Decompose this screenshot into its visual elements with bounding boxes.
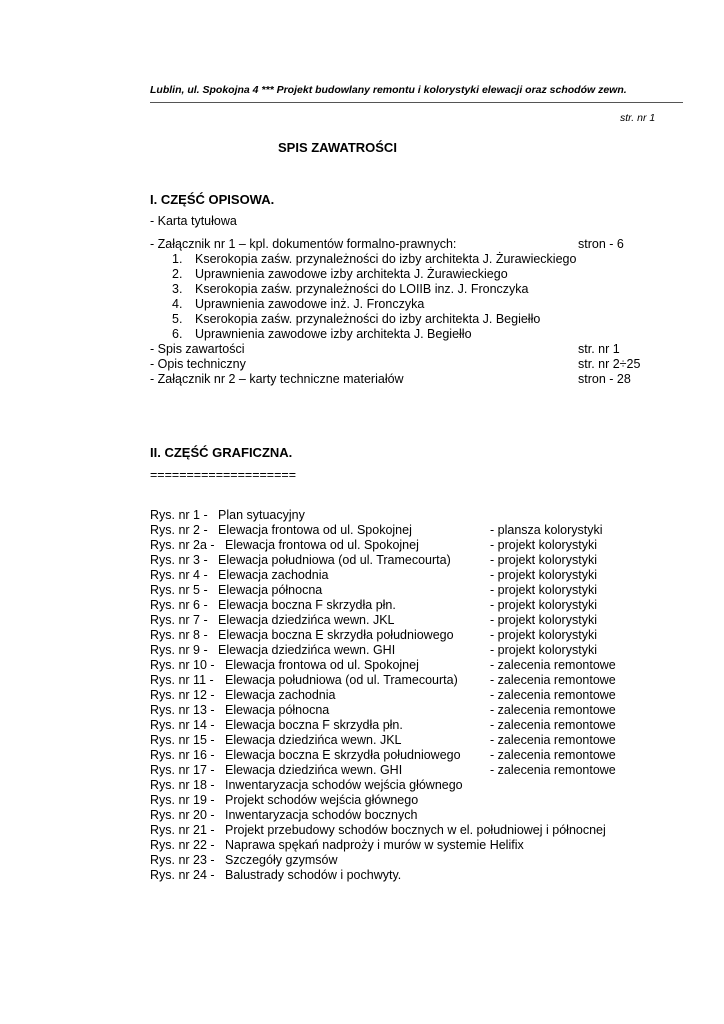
- drawing-row: [150, 688, 690, 703]
- subitem-number: 5.: [172, 312, 183, 326]
- drawing-title: Balustrady schodów i pochwyty.: [225, 868, 402, 882]
- drawing-type: - zalecenia remontowe: [490, 673, 616, 687]
- drawing-number: Rys. nr 14 -: [150, 718, 215, 732]
- item-label: - Spis zawartości: [150, 342, 245, 356]
- drawing-number: Rys. nr 22 -: [150, 838, 215, 852]
- section-1-item: [150, 342, 690, 357]
- drawing-type: - projekt kolorystyki: [490, 553, 597, 567]
- drawing-title: Szczegóły gzymsów: [225, 853, 338, 867]
- drawing-type: - plansza kolorystyki: [490, 523, 603, 537]
- drawing-type: - zalecenia remontowe: [490, 703, 616, 717]
- drawing-row: [150, 823, 690, 838]
- drawing-title: Elewacja dziedzińca wewn. JKL: [218, 613, 395, 627]
- drawing-number: Rys. nr 4 -: [150, 568, 208, 582]
- drawing-row: [150, 838, 690, 853]
- item-pages: stron - 28: [578, 372, 631, 386]
- section-1-item: [150, 357, 690, 372]
- drawing-row: [150, 808, 690, 823]
- zalacznik-1-subitem: [172, 267, 690, 282]
- zalacznik-1-row: [150, 237, 650, 252]
- drawing-title: Elewacja południowa (od ul. Tramecourta): [218, 553, 451, 567]
- drawing-number: Rys. nr 1 -: [150, 508, 208, 522]
- drawing-type: - zalecenia remontowe: [490, 718, 616, 732]
- zalacznik-1-subitem: [172, 312, 690, 327]
- drawing-row: [150, 853, 690, 868]
- subitem-number: 1.: [172, 252, 183, 266]
- drawing-number: Rys. nr 17 -: [150, 763, 215, 777]
- drawing-title: Elewacja północna: [218, 583, 323, 597]
- drawing-row: [150, 733, 690, 748]
- drawing-title: Elewacja boczna F skrzydła płn.: [218, 598, 396, 612]
- drawing-type: - projekt kolorystyki: [490, 613, 597, 627]
- drawing-row: [150, 523, 690, 538]
- drawing-row: [150, 613, 690, 628]
- karta-tytulowa: - Karta tytułowa: [150, 214, 237, 228]
- drawing-title: Inwentaryzacja schodów bocznych: [225, 808, 418, 822]
- drawing-type: - zalecenia remontowe: [490, 733, 616, 747]
- subitem-number: 2.: [172, 267, 183, 281]
- drawing-row: [150, 718, 690, 733]
- header-rule: [150, 102, 683, 103]
- subitem-number: 6.: [172, 327, 183, 341]
- drawing-row: [150, 598, 690, 613]
- zalacznik-1-pages: stron - 6: [578, 237, 624, 251]
- drawing-row: [150, 763, 690, 778]
- drawing-number: Rys. nr 23 -: [150, 853, 215, 867]
- drawing-title: Projekt przebudowy schodów bocznych w el. południowej i północnej: [225, 823, 606, 837]
- item-label: - Opis techniczny: [150, 357, 246, 371]
- drawing-number: Rys. nr 21 -: [150, 823, 215, 837]
- drawing-number: Rys. nr 8 -: [150, 628, 208, 642]
- drawing-title: Elewacja dziedzińca wewn. GHI: [225, 763, 403, 777]
- drawing-title: Elewacja boczna E skrzydła południowego: [218, 628, 454, 642]
- drawing-row: [150, 658, 690, 673]
- drawing-number: Rys. nr 12 -: [150, 688, 215, 702]
- drawing-title: Elewacja zachodnia: [218, 568, 329, 582]
- drawing-title: Elewacja zachodnia: [225, 688, 336, 702]
- drawing-number: Rys. nr 3 -: [150, 553, 208, 567]
- drawing-title: Plan sytuacyjny: [218, 508, 305, 522]
- drawing-row: [150, 508, 690, 523]
- drawing-number: Rys. nr 16 -: [150, 748, 215, 762]
- drawing-title: Elewacja południowa (od ul. Tramecourta): [225, 673, 458, 687]
- drawing-number: Rys. nr 19 -: [150, 793, 215, 807]
- section-2-heading: II. CZĘŚĆ GRAFICZNA.: [150, 445, 293, 460]
- drawing-type: - zalecenia remontowe: [490, 688, 616, 702]
- drawing-number: Rys. nr 9 -: [150, 643, 208, 657]
- drawing-number: Rys. nr 15 -: [150, 733, 215, 747]
- drawing-type: - zalecenia remontowe: [490, 658, 616, 672]
- drawing-title: Elewacja frontowa od ul. Spokojnej: [225, 658, 419, 672]
- drawing-number: Rys. nr 10 -: [150, 658, 215, 672]
- drawing-number: Rys. nr 13 -: [150, 703, 215, 717]
- subitem-text: Uprawnienia zawodowe inż. J. Fronczyka: [195, 297, 425, 311]
- section-2-divider: ====================: [150, 468, 296, 482]
- drawing-row: [150, 643, 690, 658]
- subitem-text: Kserokopia zaśw. przynależności do izby architekta J. Begiełło: [195, 312, 541, 326]
- item-pages: str. nr 1: [578, 342, 620, 356]
- drawing-number: Rys. nr 11 -: [150, 673, 214, 687]
- drawing-type: - projekt kolorystyki: [490, 643, 597, 657]
- drawing-title: Elewacja dziedzińca wewn. GHI: [218, 643, 396, 657]
- drawing-title: Elewacja frontowa od ul. Spokojnej: [218, 523, 412, 537]
- drawing-row: [150, 553, 690, 568]
- zalacznik-1-subitem: [172, 252, 690, 267]
- drawing-type: - projekt kolorystyki: [490, 568, 597, 582]
- drawing-row: [150, 703, 690, 718]
- drawing-row: [150, 673, 690, 688]
- subitem-text: Uprawnienia zawodowe izby architekta J. Begiełło: [195, 327, 472, 341]
- section-1-item: [150, 372, 690, 387]
- drawing-row: [150, 793, 690, 808]
- drawing-row: [150, 538, 690, 553]
- drawing-title: Elewacja dziedzińca wewn. JKL: [225, 733, 402, 747]
- drawing-row: [150, 778, 690, 793]
- drawing-type: - projekt kolorystyki: [490, 583, 597, 597]
- drawing-number: Rys. nr 18 -: [150, 778, 215, 792]
- drawing-title: Elewacja boczna E skrzydła południowego: [225, 748, 461, 762]
- subitem-text: Uprawnienia zawodowe izby architekta J. Żurawieckiego: [195, 267, 508, 281]
- subitem-number: 4.: [172, 297, 183, 311]
- drawing-type: - zalecenia remontowe: [490, 763, 616, 777]
- section-1-heading: I. CZĘŚĆ OPISOWA.: [150, 192, 275, 207]
- page-title: SPIS ZAWATROŚCI: [278, 140, 397, 155]
- drawing-number: Rys. nr 2a -: [150, 538, 215, 552]
- drawing-row: [150, 868, 690, 883]
- subitem-text: Kserokopia zaśw. przynależności do LOIIB inz. J. Fronczyka: [195, 282, 529, 296]
- subitem-number: 3.: [172, 282, 183, 296]
- header-text: Lublin, ul. Spokojna 4 *** Projekt budowlany remontu i kolorystyki elewacji oraz schodów zewn.: [150, 84, 627, 96]
- zalacznik-1-subitem: [172, 297, 690, 312]
- drawing-number: Rys. nr 5 -: [150, 583, 208, 597]
- item-label: - Załącznik nr 2 – karty techniczne materiałów: [150, 372, 404, 386]
- drawing-title: Elewacja frontowa od ul. Spokojnej: [225, 538, 419, 552]
- zalacznik-1-subitem: [172, 327, 690, 342]
- drawing-row: [150, 583, 690, 598]
- drawing-title: Elewacja boczna F skrzydła płn.: [225, 718, 403, 732]
- drawing-number: Rys. nr 20 -: [150, 808, 215, 822]
- drawing-title: Projekt schodów wejścia głównego: [225, 793, 419, 807]
- drawing-number: Rys. nr 6 -: [150, 598, 208, 612]
- drawing-title: Naprawa spękań nadproży i murów w systemie Helifix: [225, 838, 524, 852]
- drawing-title: Elewacja północna: [225, 703, 330, 717]
- drawing-row: [150, 748, 690, 763]
- drawing-type: - projekt kolorystyki: [490, 628, 597, 642]
- drawing-number: Rys. nr 2 -: [150, 523, 208, 537]
- drawing-type: - projekt kolorystyki: [490, 598, 597, 612]
- drawing-number: Rys. nr 24 -: [150, 868, 215, 882]
- drawing-type: - zalecenia remontowe: [490, 748, 616, 762]
- drawing-title: Inwentaryzacja schodów wejścia głównego: [225, 778, 463, 792]
- drawing-type: - projekt kolorystyki: [490, 538, 597, 552]
- drawing-row: [150, 628, 690, 643]
- page-number: str. nr 1: [620, 112, 656, 124]
- drawing-row: [150, 568, 690, 583]
- zalacznik-1-label: - Załącznik nr 1 – kpl. dokumentów formalno-prawnych:: [150, 237, 457, 251]
- item-pages: str. nr 2÷25: [578, 357, 641, 371]
- drawing-number: Rys. nr 7 -: [150, 613, 208, 627]
- subitem-text: Kserokopia zaśw. przynależności do izby architekta J. Żurawieckiego: [195, 252, 577, 266]
- zalacznik-1-subitem: [172, 282, 690, 297]
